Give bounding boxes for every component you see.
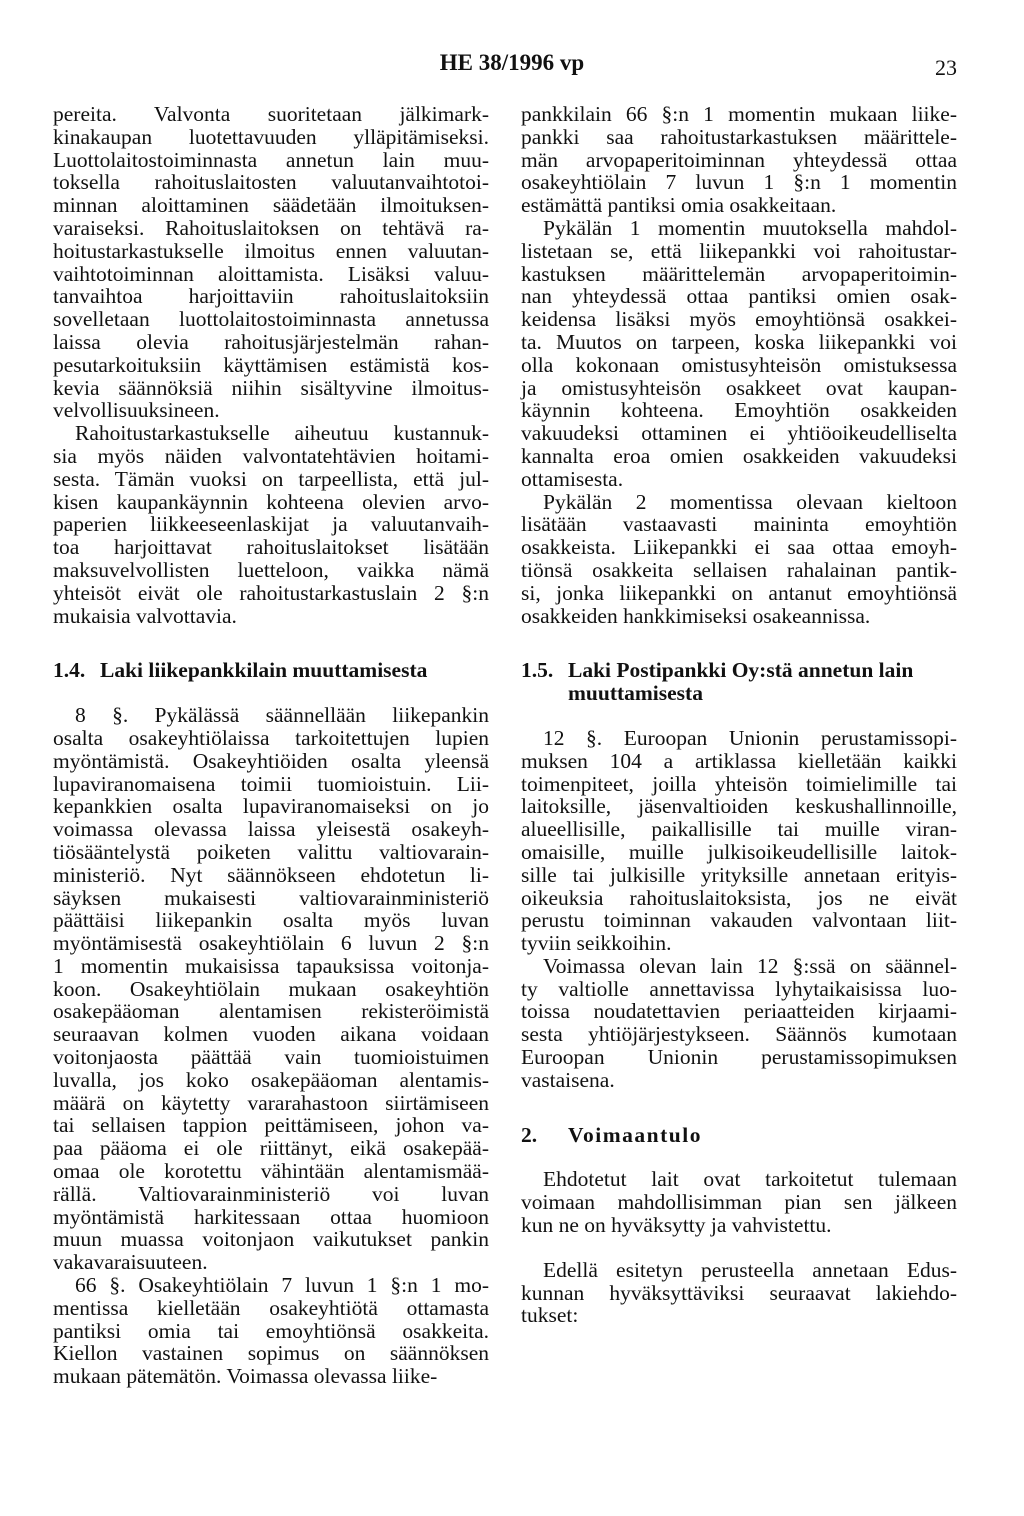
text-line: toissa noudatettavien periaatteiden kirjaami- xyxy=(521,999,957,1024)
text-line: muun muassa voitonjaon vaikutukset pankin xyxy=(53,1227,489,1252)
text-line: maksuvelvollisten luetteloon, vaikka nämä xyxy=(53,557,489,582)
text-line: män arvopaperitoiminnan yhteydessä ottaa xyxy=(521,147,957,172)
text-line: mukaisia valvottavia. xyxy=(53,603,237,628)
text-line: omaa ole korotettu vähintään alentamismää- xyxy=(53,1159,489,1184)
text-line: kinakaupan luotettavuuden ylläpitämiseksi. xyxy=(53,124,489,149)
text-line: pantiksi omia tai emoyhtiönsä osakkeita. xyxy=(53,1318,489,1343)
text-line: ja omistusyhteisön osakkeet ovat kaupan- xyxy=(521,375,957,400)
text-line: ministeriö. Nyt säännökseen ehdotetun li- xyxy=(53,862,489,887)
text-line: mentissa kielletään osakeyhtiötä ottamasta xyxy=(53,1295,489,1320)
text-line: kannalta eroa omien osakkeiden vakuudeksi xyxy=(521,443,957,468)
text-line: pankki saa rahoitustarkastuksen määrittele- xyxy=(521,124,957,149)
text-line: osakepääoman alentamisen rekisteröimistä xyxy=(53,999,489,1024)
text-line: mukaan pätemätön. Voimassa olevassa liike- xyxy=(53,1364,438,1389)
section-heading-1-5 xyxy=(521,659,957,705)
text-line: kun ne on hyväksytty ja vahvistettu. xyxy=(521,1213,832,1238)
text-line: luvalla, jos koko osakepääoman alentamis- xyxy=(53,1067,489,1092)
text-line: olla kokonaan omistusyhteisön omistuksessa xyxy=(521,352,957,377)
text-line: Luottolaitostoiminnasta annetun lain muu- xyxy=(53,147,489,172)
text-line: Rahoitustarkastukselle aiheutuu kustannuk- xyxy=(75,421,489,446)
text-line: omaisille, muille julkisoikeudellisille laitok- xyxy=(521,839,957,864)
text-line: Edellä esitetyn perusteella annetaan Edus- xyxy=(543,1257,957,1282)
heading-number: 2. xyxy=(521,1122,538,1147)
text-line: tanvaihtoa harjoittaviin rahoituslaitoksiin xyxy=(53,284,489,309)
text-line: myöntämisestä osakeyhtiölain 6 luvun 2 §:n xyxy=(53,931,489,956)
paragraph xyxy=(53,422,489,627)
section-heading-2 xyxy=(521,1124,957,1147)
text-line: kunnan hyväksyttäviksi seuraavat lakiehdo- xyxy=(521,1280,957,1305)
text-line: toksella rahoituslaitosten valuutanvaihtotoi- xyxy=(53,170,489,195)
text-line: tukset: xyxy=(521,1303,579,1328)
text-line: keidensa lisäksi myös emoyhtiönsä osakkei- xyxy=(521,307,957,332)
text-line: estämättä pantiksi omia osakkeitaan. xyxy=(521,193,837,218)
page-number: 23 xyxy=(935,55,957,80)
text-line: vakuudeksi ottaminen ei yhtiöoikeudelliselta xyxy=(521,421,957,446)
text-line: varaiseksi. Rahoituslaitoksen on tehtävä ra- xyxy=(53,215,489,240)
text-line: Kiellon vastainen sopimus on säännöksen xyxy=(53,1341,489,1366)
text-line: hoitustarkastukselle ilmoitus ennen valuutan- xyxy=(53,238,489,263)
heading-text: Voimaantulo xyxy=(568,1122,702,1147)
heading-number: 1.5. xyxy=(521,658,554,683)
text-line: Pykälän 2 momentissa olevaan kieltoon xyxy=(543,489,957,514)
text-line: toimenpiteet, joilla yhteisön toimielimille tai xyxy=(521,771,957,796)
heading-text: Laki liikepankkilain muuttamisesta xyxy=(100,658,428,683)
text-line: velvollisuuksineen. xyxy=(53,398,220,423)
text-line: sia myös näiden valvontatehtävien hoitami- xyxy=(53,443,489,468)
text-line: voitonjaosta päättää vain tuomioistuimen xyxy=(53,1045,489,1070)
text-line: Voimassa olevan lain 12 §:ssä on säännel- xyxy=(543,953,957,978)
paragraph xyxy=(521,1259,957,1327)
text-line: Pykälän 1 momentin muutoksella mahdol- xyxy=(543,215,957,240)
text-line: voimassa olevassa laissa yleisestä osakeyh- xyxy=(53,817,489,842)
text-line: Ehdotetut lait ovat tarkoitetut tulemaan xyxy=(543,1167,957,1192)
text-line: 8 §. Pykälässä säännellään liikepankin xyxy=(75,703,489,728)
text-line: Euroopan Unionin perustamissopimuksen xyxy=(521,1045,957,1070)
text-line: vakavaraisuuteen. xyxy=(53,1250,208,1275)
text-line: voimaan mahdollisimman pian sen jälkeen xyxy=(521,1190,957,1215)
text-line: alueellisille, paikallisille tai muille viran- xyxy=(521,817,957,842)
text-line: 66 §. Osakeyhtiölain 7 luvun 1 §:n 1 mo- xyxy=(75,1273,489,1298)
text-line: säyksen mukaisesti valtiovarainministeriö xyxy=(53,885,489,910)
text-line: päättäisi liikepankin osalta myös luvan xyxy=(53,908,489,933)
text-line: vaihtotoiminnan aloittamista. Lisäksi valuu- xyxy=(53,261,489,286)
text-line: kastuksen määrittelemän arvopaperitoimin- xyxy=(521,261,957,286)
text-line: oikeuksia rahoituslaitoksista, jos ne eivät xyxy=(521,885,957,910)
text-line: koon. Osakeyhtiölain mukaan osakeyhtiön xyxy=(53,976,489,1001)
text-line: osalta osakeyhtiölaissa tarkoitettujen lupien xyxy=(53,725,489,750)
section-heading-1-4 xyxy=(53,659,489,682)
heading-text-line: Laki Postipankki Oy:stä annetun lain xyxy=(568,658,914,683)
text-line: yhteisöt eivät ole rahoitustarkastuslain 2 §:n xyxy=(53,580,489,605)
text-line: lisätään vastaavasti maininta emoyhtiön xyxy=(521,512,957,537)
text-line: tai sellaisen tappion peittämiseen, johon va- xyxy=(53,1113,489,1138)
text-line: lupaviranomaisena toimii tuomioistuin. Lii- xyxy=(53,771,489,796)
text-line: ty valtiolle annettavissa lyhytaikaisissa luo- xyxy=(521,976,957,1001)
text-line: si, jonka liikepankki on antanut emoyhtiönsä xyxy=(521,580,957,605)
text-line: kisen kaupankäynnin kohteena olevien arvo- xyxy=(53,489,489,514)
text-line: toa harjoittavat rahoituslaitokset lisätään xyxy=(53,535,489,560)
text-line: osakeyhtiölain 7 luvun 1 §:n 1 momentin xyxy=(521,170,957,195)
paragraph xyxy=(53,1274,489,1388)
text-line: paperien liikkeeseenlaskijat ja valuutanvaih- xyxy=(53,512,489,537)
document-title: HE 38/1996 vp xyxy=(439,50,585,75)
text-line: tiönsä osakkeita sellaisen rahalainan pantik- xyxy=(521,557,957,582)
paragraph xyxy=(53,704,489,1274)
paragraph xyxy=(521,955,957,1092)
text-line: rällä. Valtiovarainministeriö voi luvan xyxy=(53,1181,489,1206)
text-line: myöntämistä harkitessaan ottaa huomioon xyxy=(53,1204,489,1229)
text-line: pesutarkoituksiin käyttämisen estämistä kos- xyxy=(53,352,489,377)
text-line: laitoksille, jäsenvaltioiden keskushallinnoille, xyxy=(521,794,957,819)
text-line: 12 §. Euroopan Unionin perustamissopi- xyxy=(543,725,957,750)
text-line: tyviin seikkoihin. xyxy=(521,931,672,956)
text-line: käynnin kohteena. Emoyhtiön osakkeiden xyxy=(521,398,957,423)
text-line: myöntämistä. Osakeyhtiöiden osalta yleensä xyxy=(53,748,489,773)
text-line: kepankkien osalta lupaviranomaiseksi on jo xyxy=(53,794,489,819)
right-column xyxy=(521,103,957,1327)
text-line: osakkeiden hankkimiseksi osakeannissa. xyxy=(521,603,871,628)
paragraph xyxy=(521,217,957,491)
text-line: sesta yhtiöjärjestykseen. Säännös kumotaan xyxy=(521,1022,957,1047)
text-line: paa pääoma ei ole riittänyt, eikä osakepää- xyxy=(53,1136,489,1161)
text-line: sovelletaan luottolaitostoiminnasta annetussa xyxy=(53,307,489,332)
paragraph xyxy=(521,727,957,955)
text-line: pereita. Valvonta suoritetaan jälkimark- xyxy=(53,102,489,126)
text-line: ta. Muutos on tarpeen, koska liikepankki voi xyxy=(521,329,957,354)
text-line: minnan aloittaminen säädetään ilmoituksen- xyxy=(53,193,489,218)
text-line: 1 momentin mukaisissa tapauksissa voitonja- xyxy=(53,953,489,978)
paragraph xyxy=(521,103,957,217)
text-line: kevia säännöksiä niihin sisältyvine ilmoitus- xyxy=(53,375,489,400)
text-line: seuraavan kolmen vuoden aikana voidaan xyxy=(53,1022,489,1047)
text-line: muksen 104 a artiklassa kielletään kaikki xyxy=(521,748,957,773)
text-line: vastaisena. xyxy=(521,1067,615,1092)
text-line: tiösääntelystä poiketen valittu valtiovarain- xyxy=(53,839,489,864)
text-line: perustu toiminnan vakauden valvontaan liit- xyxy=(521,908,957,933)
text-line: pankkilain 66 §:n 1 momentin mukaan liike- xyxy=(521,102,957,126)
text-line: määrä on käytetty vararahastoon siirtämiseen xyxy=(53,1090,489,1115)
text-line: nan yhteydessä ottaa pantiksi omien osak- xyxy=(521,284,957,309)
text-line: osakkeista. Liikepankki ei saa ottaa emoyh- xyxy=(521,535,957,560)
paragraph xyxy=(521,491,957,628)
left-column xyxy=(53,103,489,1388)
text-line: sille tai julkisille yrityksille annetaan erityis- xyxy=(521,862,957,887)
text-line: sesta. Tämän vuoksi on tarpeellista, että jul- xyxy=(53,466,489,491)
text-line: laissa olevia rahoitusjärjestelmän rahan- xyxy=(53,329,489,354)
heading-text-line: muuttamisesta xyxy=(568,681,703,706)
text-line: ottamisesta. xyxy=(521,466,624,491)
text-line: listetaan se, että liikepankki voi rahoitustar- xyxy=(521,238,957,263)
paragraph xyxy=(53,103,489,422)
paragraph xyxy=(521,1168,957,1236)
heading-number: 1.4. xyxy=(53,658,86,683)
